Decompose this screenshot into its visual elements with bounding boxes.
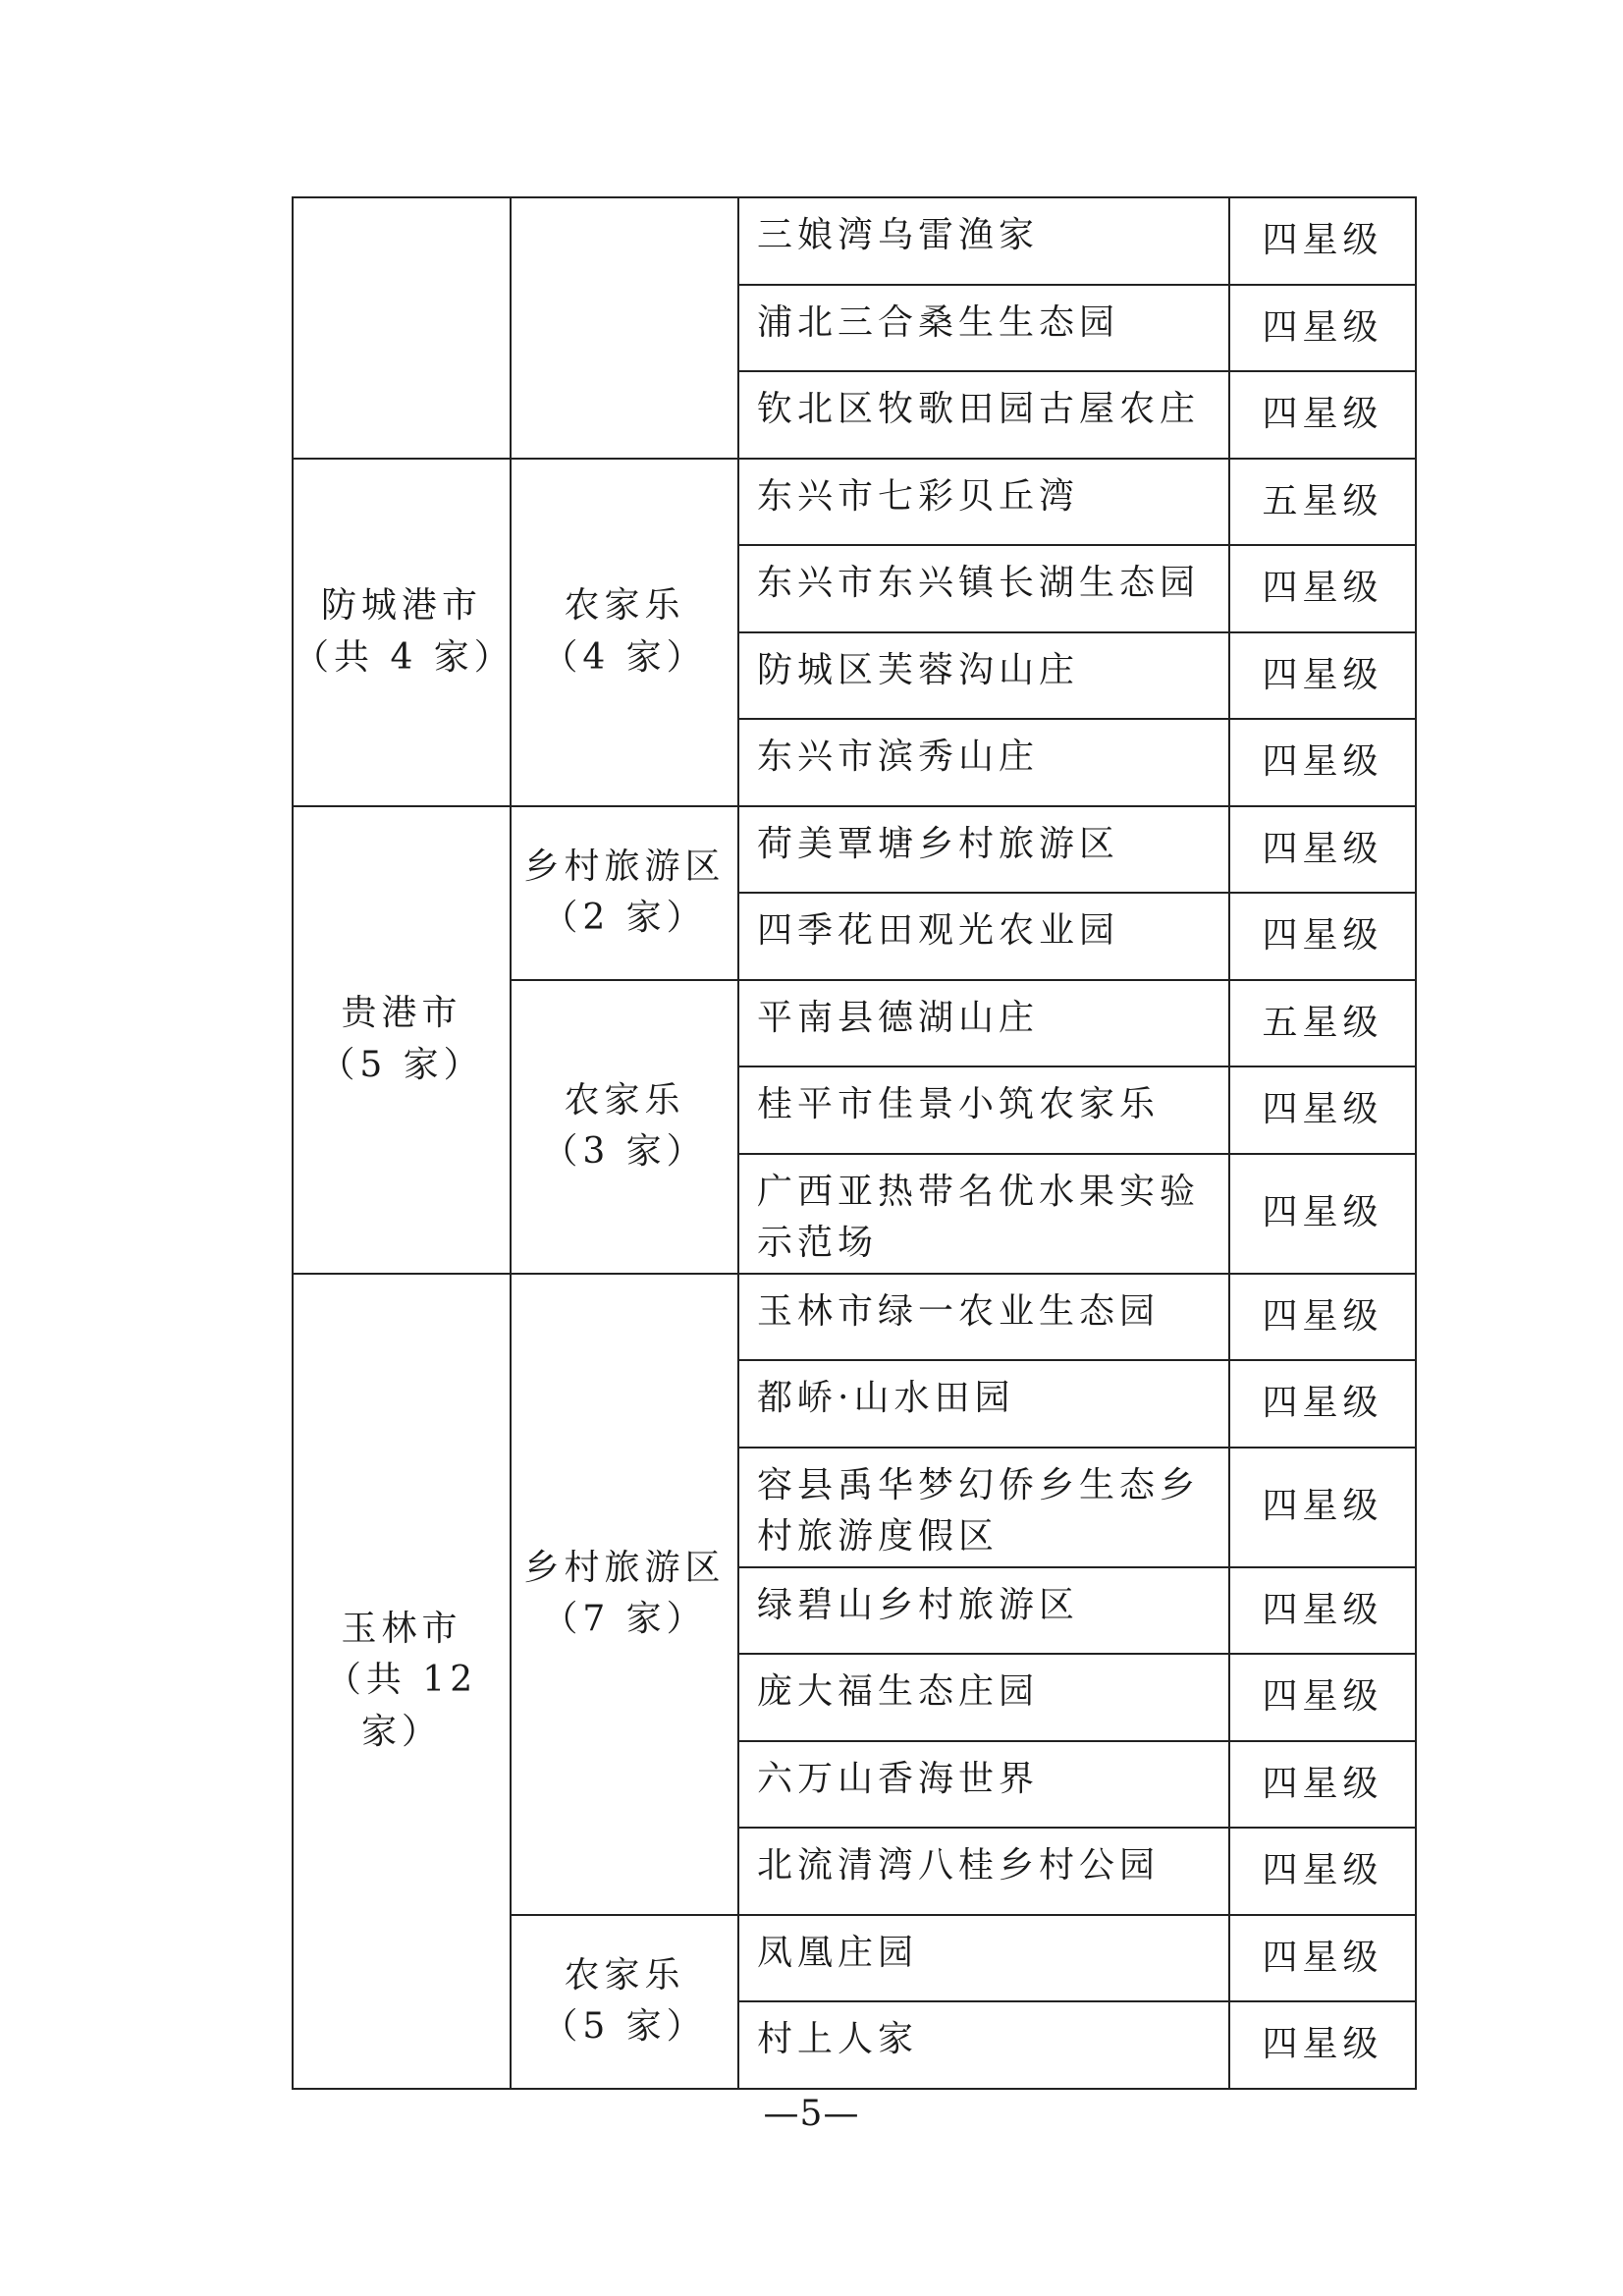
listing-name: 庞大福生态庄园 [738,1654,1229,1741]
star-rating: 四星级 [1229,1828,1416,1915]
listing-name: 都峤·山水田园 [738,1360,1229,1448]
page-number: —5— [763,2094,860,2134]
listing-name: 防城区芙蓉沟山庄 [738,632,1229,720]
category-name: 农家乐 [564,1954,685,1995]
listing-name: 钦北区牧歌田园古屋农庄 [738,371,1229,459]
category-cell-nongjiale [511,980,738,1274]
listing-name: 凤凰庄园 [738,1915,1229,2002]
category-count: （3 家） [542,1131,707,1172]
listing-name: 四季花田观光农业园 [738,893,1229,980]
star-rating: 四星级 [1229,1448,1416,1567]
category-name: 乡村旅游区 [523,1547,726,1588]
listing-name: 广西亚热带名优水果实验示范场 [738,1154,1229,1274]
listing-name: 六万山香海世界 [738,1741,1229,1829]
star-rating: 四星级 [1229,806,1416,894]
table-row [293,806,1416,894]
category-cell-nongjiale [511,1915,738,2089]
star-rating: 五星级 [1229,980,1416,1067]
city-name: 防城港市 [320,585,482,627]
star-rating: 四星级 [1229,1915,1416,2002]
table-row [293,1274,1416,1361]
category-count: （2 家） [542,898,707,938]
city-cell-continued [293,197,511,459]
category-cell-nongjiale [511,459,738,806]
listing-name: 容县禹华梦幻侨乡生态乡村旅游度假区 [738,1448,1229,1567]
listing-name: 北流清湾八桂乡村公园 [738,1828,1229,1915]
category-count: （4 家） [542,636,707,678]
star-rating: 四星级 [1229,719,1416,806]
city-cell-fangchenggang [293,459,514,806]
city-cell-guigang [293,806,511,1274]
star-rating: 四星级 [1229,893,1416,980]
category-name: 乡村旅游区 [523,846,726,887]
star-rating: 四星级 [1229,371,1416,459]
star-rating: 四星级 [1229,1066,1416,1154]
category-count: （7 家） [542,1599,707,1639]
listing-table [292,196,1417,2090]
star-rating: 四星级 [1229,1567,1416,1655]
city-count: （共 12 家） [325,1660,478,1752]
star-rating: 四星级 [1229,2001,1416,2089]
star-rating: 四星级 [1229,1154,1416,1274]
listing-name: 东兴市七彩贝丘湾 [738,459,1229,546]
category-count: （5 家） [542,2006,707,2047]
star-rating: 四星级 [1229,545,1416,632]
city-cell-yulin [293,1274,511,2089]
star-rating: 四星级 [1229,632,1416,720]
table-row [293,459,1416,546]
city-count: （5 家） [319,1044,484,1085]
listing-name: 浦北三合桑生生态园 [738,285,1229,372]
star-rating: 五星级 [1229,459,1416,546]
star-rating: 四星级 [1229,1741,1416,1829]
listing-name: 村上人家 [738,2001,1229,2089]
city-count: （共 4 家） [294,636,514,678]
table-row [293,197,1416,285]
category-name: 农家乐 [564,1079,685,1121]
listing-name: 东兴市滨秀山庄 [738,719,1229,806]
category-cell-continued [511,197,738,459]
star-rating: 四星级 [1229,197,1416,285]
listing-name: 玉林市绿一农业生态园 [738,1274,1229,1361]
listing-name: 绿碧山乡村旅游区 [738,1567,1229,1655]
star-rating: 四星级 [1229,285,1416,372]
city-name: 玉林市 [341,1609,462,1650]
star-rating: 四星级 [1229,1654,1416,1741]
category-name: 农家乐 [564,585,685,627]
listing-name: 三娘湾乌雷渔家 [738,197,1229,285]
star-rating: 四星级 [1229,1360,1416,1448]
star-rating: 四星级 [1229,1274,1416,1361]
category-cell-xiangcun [511,806,738,980]
listing-name: 桂平市佳景小筑农家乐 [738,1066,1229,1154]
listing-name: 荷美覃塘乡村旅游区 [738,806,1229,894]
listing-name: 平南县德湖山庄 [738,980,1229,1067]
city-name: 贵港市 [341,993,462,1034]
listing-name: 东兴市东兴镇长湖生态园 [738,545,1229,632]
category-cell-xiangcun [511,1274,738,1915]
